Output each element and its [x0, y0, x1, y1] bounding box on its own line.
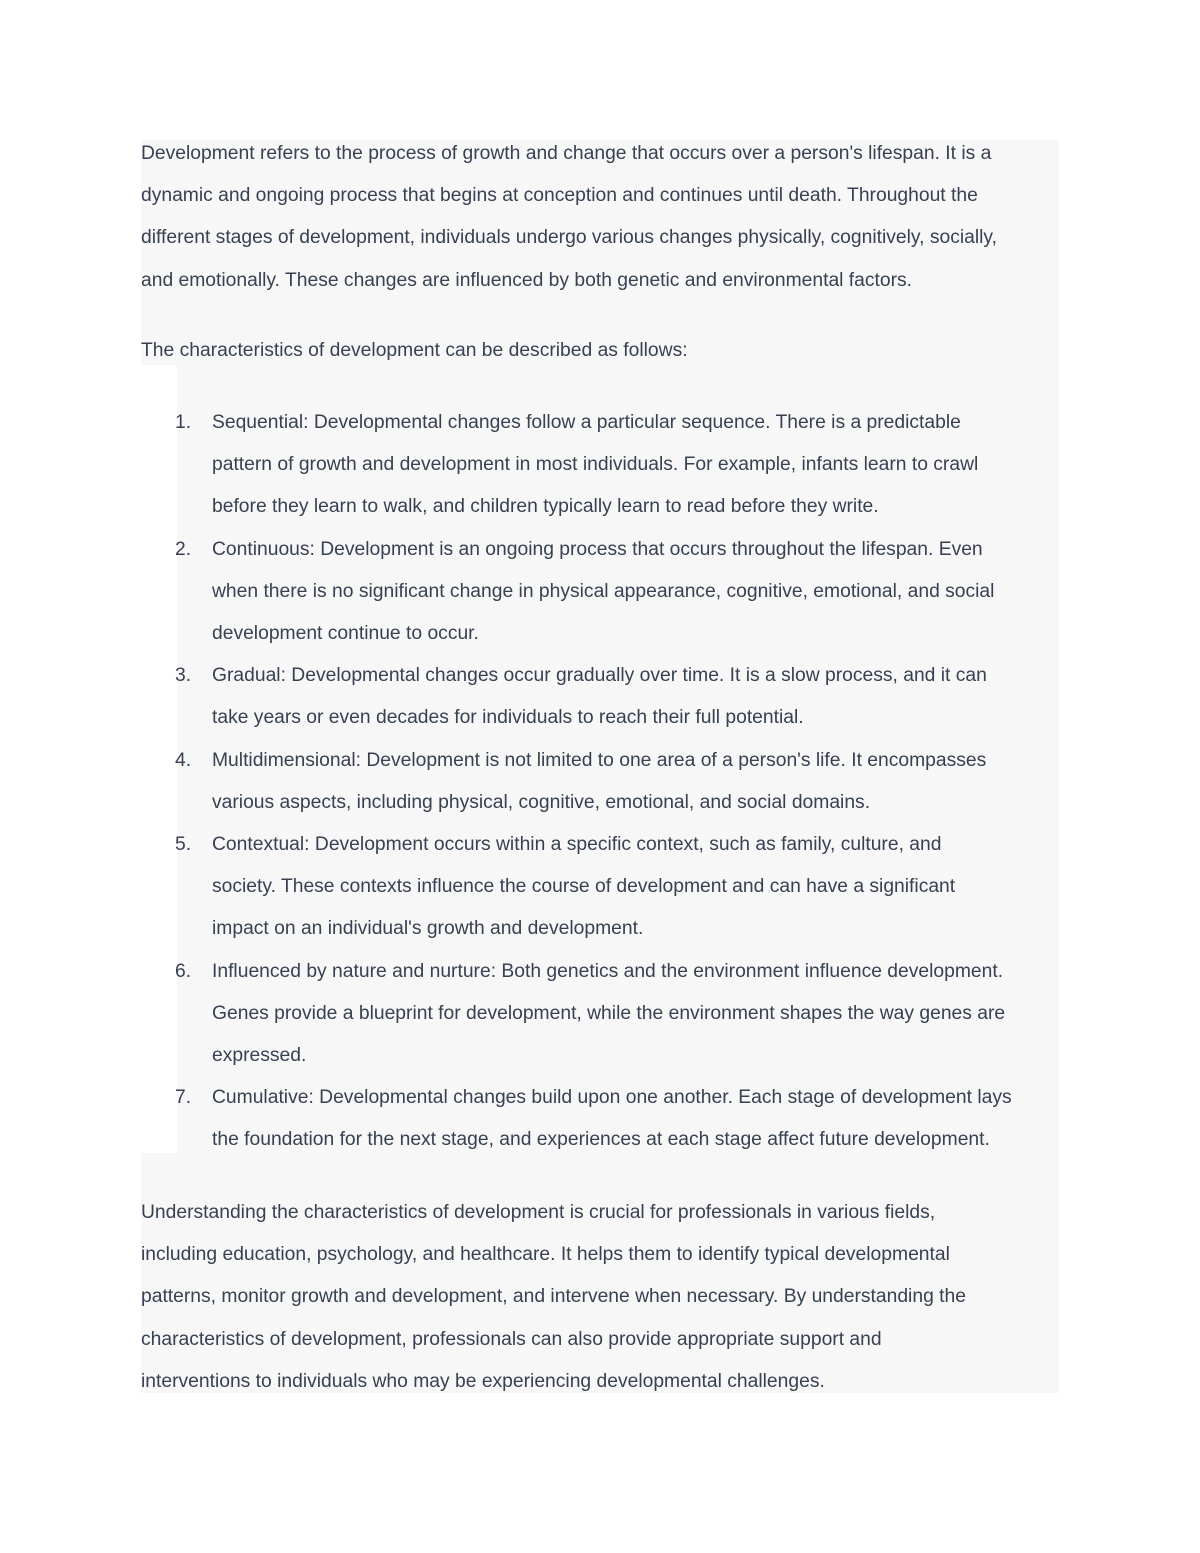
list-item-line: development continue to occur. [212, 623, 479, 645]
list-item-line: Multidimensional: Development is not limited to one area of a person's life. It encompasses [212, 749, 987, 771]
list-item-text [212, 740, 1200, 824]
list-item-number: 5. [175, 834, 192, 856]
list-item-line: Genes provide a blueprint for development, while the environment shapes the way genes are [212, 1002, 1006, 1024]
list-item-number: 2. [175, 538, 192, 560]
conclusion-line: characteristics of development, professionals can also provide appropriate support and [141, 1328, 882, 1350]
list-item-number: 4. [175, 749, 192, 771]
intro-line: Development refers to the process of growth and change that occurs over a person's lifespan. It is a [141, 143, 992, 164]
conclusion-line: interventions to individuals who may be experiencing developmental challenges. [141, 1370, 825, 1392]
intro-line: and emotionally. These changes are influenced by both genetic and environmental factors. [141, 269, 913, 291]
lead-in-line: The characteristics of development can be described as follows: [141, 340, 688, 361]
list-item-line: Contextual: Development occurs within a specific context, such as family, culture, and [212, 834, 942, 856]
list-item-line: Cumulative: Developmental changes build upon one another. Each stage of development lays [212, 1087, 1012, 1109]
intro-paragraph [141, 133, 1071, 302]
list-item-line: impact on an individual's growth and development. [212, 918, 644, 940]
list-item-line: Sequential: Developmental changes follow a particular sequence. There is a predictable [212, 412, 961, 433]
list-item-number: 7. [175, 1087, 192, 1109]
list-item-line: Influenced by nature and nurture: Both genetics and the environment influence development. [212, 960, 1004, 982]
list-item-line: the foundation for the next stage, and experiences at each stage affect future development. [212, 1129, 990, 1151]
list-item-line: society. These contexts influence the course of development and can have a significant [212, 876, 956, 898]
list-item-line: expressed. [212, 1045, 307, 1067]
list-item-line: take years or even decades for individuals to reach their full potential. [212, 707, 804, 729]
list-item-text [212, 655, 1200, 739]
conclusion-paragraph [141, 1192, 1071, 1403]
list-item-line: when there is no significant change in physical appearance, cognitive, emotional, and social [212, 580, 995, 602]
list-item [0, 1077, 1200, 1161]
list-item [0, 529, 1200, 656]
lead-in-paragraph [141, 330, 1071, 372]
list-item-number: 6. [175, 960, 192, 982]
list-item-line: Continuous: Development is an ongoing process that occurs throughout the lifespan. Even [212, 538, 983, 560]
list-item [0, 740, 1200, 824]
list-item-text [212, 1077, 1200, 1161]
list-item-text [212, 951, 1200, 1078]
characteristics-list [0, 402, 1200, 1162]
conclusion-line: patterns, monitor growth and development, and intervene when necessary. By understanding the [141, 1286, 966, 1308]
list-item-line: various aspects, including physical, cognitive, emotional, and social domains. [212, 791, 871, 813]
list-item [0, 824, 1200, 951]
list-item-text [212, 824, 1200, 951]
list-item-number: 3. [175, 665, 192, 687]
intro-line: different stages of development, individuals undergo various changes physically, cognitively, socially, [141, 227, 997, 249]
list-item-text [212, 402, 1200, 529]
list-item-number: 1. [175, 412, 192, 433]
conclusion-line: Understanding the characteristics of development is crucial for professionals in various fields, [141, 1202, 936, 1223]
list-item-line: pattern of growth and development in most individuals. For example, infants learn to crawl [212, 454, 979, 476]
list-item [0, 655, 1200, 739]
list-item [0, 951, 1200, 1078]
conclusion-line: including education, psychology, and healthcare. It helps them to identify typical developmental [141, 1244, 950, 1266]
intro-line: dynamic and ongoing process that begins at conception and continues until death. Throughout the [141, 185, 978, 207]
list-item-text [212, 529, 1200, 656]
list-item [0, 402, 1200, 529]
list-item-line: before they learn to walk, and children typically learn to read before they write. [212, 496, 879, 518]
list-item-line: Gradual: Developmental changes occur gradually over time. It is a slow process, and it can [212, 665, 987, 687]
